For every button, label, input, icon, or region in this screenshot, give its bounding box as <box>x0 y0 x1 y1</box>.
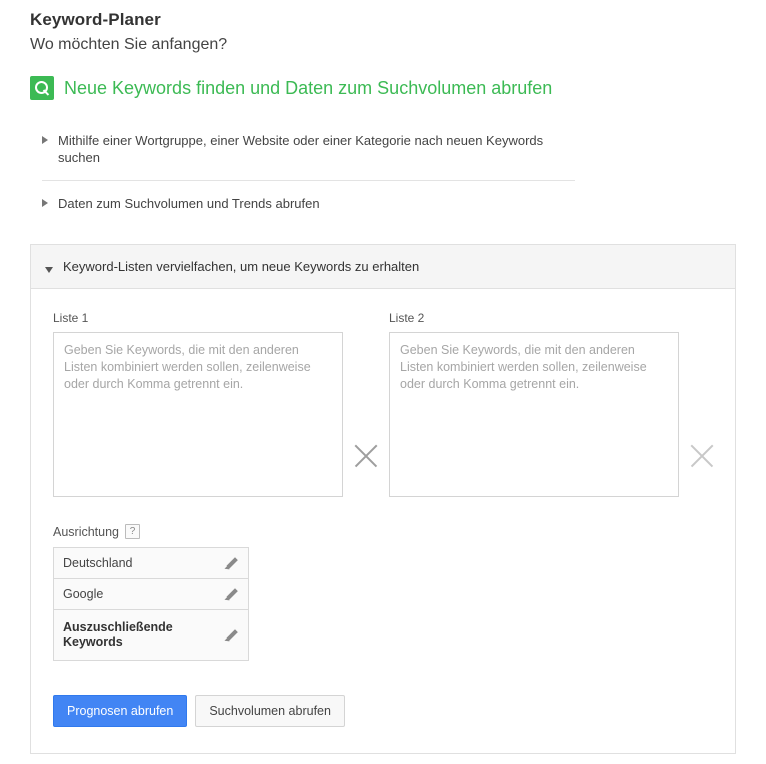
remove-list-2-icon[interactable] <box>687 441 717 471</box>
panel-actions <box>53 695 713 727</box>
keyword-lists-row <box>53 311 713 502</box>
keyword-list-1-input[interactable] <box>53 332 343 497</box>
chevron-right-icon <box>42 199 48 207</box>
pencil-icon[interactable] <box>225 587 239 601</box>
help-icon[interactable]: ? <box>125 524 140 539</box>
targeting-section <box>53 524 713 661</box>
multiply-keyword-lists-panel <box>30 244 736 754</box>
chevron-right-icon <box>42 136 48 144</box>
section-header <box>30 76 736 100</box>
targeting-row-negative-keywords[interactable] <box>53 609 249 661</box>
accordion-label-search-volume-trends: Daten zum Suchvolumen und Trends abrufen <box>58 196 320 211</box>
page-title: Keyword-Planer <box>30 10 161 29</box>
pencil-icon[interactable] <box>225 556 239 570</box>
chevron-down-icon <box>45 267 53 273</box>
accordion-item-search-volume-trends[interactable] <box>30 181 736 226</box>
remove-list-1-icon[interactable] <box>351 441 381 471</box>
keyword-list-2-input[interactable] <box>389 332 679 497</box>
panel-body <box>31 289 735 753</box>
accordion-item-find-new-keywords[interactable] <box>30 118 736 180</box>
targeting-row-network[interactable] <box>53 578 249 609</box>
keyword-list-2 <box>389 311 679 502</box>
section-heading: Neue Keywords finden und Daten zum Suchvolumen abrufen <box>64 77 553 98</box>
targeting-label: Ausrichtung <box>53 524 120 539</box>
keyword-list-2-label: Liste 2 <box>389 311 425 325</box>
panel-header-label: Keyword-Listen vervielfachen, um neue Keywords zu erhalten <box>63 259 420 274</box>
pencil-icon[interactable] <box>225 628 239 642</box>
get-forecasts-button[interactable]: Prognosen abrufen <box>53 695 187 727</box>
accordion-header-find-new-keywords[interactable] <box>30 118 736 180</box>
panel-header-multiply-lists[interactable] <box>31 245 735 289</box>
targeting-negative-keywords-value: Auszuschließende Keywords <box>63 620 173 649</box>
targeting-row-location[interactable] <box>53 547 249 578</box>
targeting-network-value: Google <box>63 587 104 601</box>
accordion-label-find-new-keywords: Mithilfe einer Wortgruppe, einer Website oder einer Kategorie nach neuen Keywords suchen <box>58 133 544 165</box>
accordion-header-search-volume-trends[interactable] <box>30 181 736 226</box>
page-subtitle: Wo möchten Sie anfangen? <box>30 36 228 53</box>
keyword-list-1-label: Liste 1 <box>53 311 89 325</box>
get-search-volume-button[interactable]: Suchvolumen abrufen <box>195 695 345 727</box>
keyword-list-1 <box>53 311 343 502</box>
search-icon <box>30 76 54 100</box>
targeting-location-value: Deutschland <box>63 556 133 570</box>
targeting-label-row <box>53 524 713 539</box>
